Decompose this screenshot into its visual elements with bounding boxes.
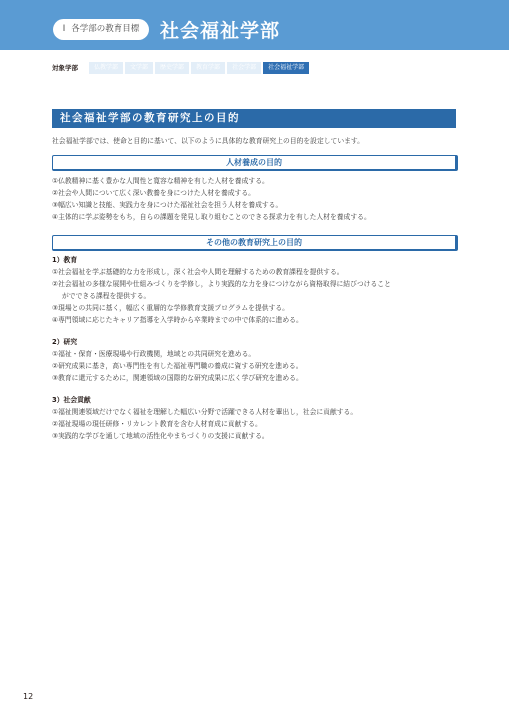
education-item-continued: がでできる課程を提供する。: [62, 292, 151, 300]
target-item-sociology: 社会学部: [227, 62, 261, 74]
education-item: ②社会福祉の多様な展開や仕組みづくりを学修し，より実践的な力を身につけながら資格取得に結びつけること: [52, 280, 391, 288]
education-item: ③現場との共同に基く，幅広く重層的な学修教育支援プログラムを提供する。: [52, 304, 289, 312]
contribution-item: ②福祉現場の現任研修・リカレント教育を含む人材育成に貢献する。: [52, 420, 262, 428]
target-item-buddhism: 仏教学部: [89, 62, 123, 74]
target-item-history: 歴史学部: [155, 62, 189, 74]
section-title-bar: [52, 109, 456, 128]
target-item-social-welfare: 社会福祉学部: [263, 62, 309, 74]
education-heading: 1）教育: [52, 256, 78, 264]
target-faculty-list: [89, 62, 309, 74]
section-title: 社会福祉学部の教育研究上の目的: [60, 112, 240, 124]
jinzai-item: ③幅広い知識と技能、実践力を身につけた福祉社会を担う人材を養成する。: [52, 201, 283, 209]
other-title-bar: [52, 235, 458, 251]
contribution-item: ①福祉関連領域だけでなく福祉を理解した幅広い分野で活躍できる人材を輩出し，社会に貢献する。: [52, 408, 358, 416]
chapter-number: Ⅰ: [62, 24, 66, 34]
education-item: ④専門領域に応じたキャリア指導を入学時から卒業時までの中で体系的に進める。: [52, 316, 303, 324]
jinzai-title: 人材養成の目的: [226, 158, 282, 167]
research-item: ②研究成果に基き，高い専門性を有した福祉専門職の養成に資する研究を進める。: [52, 362, 303, 370]
jinzai-item: ①仏教精神に基く豊かな人間性と寛容な精神を有した人材を養成する。: [52, 177, 269, 185]
page-title: 社会福祉学部: [160, 20, 281, 42]
contribution-item: ③実践的な学びを通して地域の活性化やまちづくりの支援に貢献する。: [52, 432, 269, 440]
research-item: ③教育に還元するために，関連領域の国際的な研究成果に広く学び研究を進める。: [52, 374, 303, 382]
jinzai-title-bar: [52, 155, 458, 171]
jinzai-item: ②社会や人間について広く深い教養を身につけた人材を養成する。: [52, 189, 255, 197]
target-label: 対象学部: [52, 64, 78, 72]
target-item-education: 教育学部: [191, 62, 225, 74]
page-number: 12: [23, 692, 34, 701]
section-intro: 社会福祉学部では、使命と目的に基いて、以下のように具体的な教育研究上の目的を設定しています。: [52, 137, 364, 145]
research-item: ①福祉・保育・医療現場や行政機関，地域との共同研究を進める。: [52, 350, 256, 358]
target-item-literature: 文学部: [125, 62, 153, 74]
research-heading: 2）研究: [52, 338, 78, 346]
page-header: [0, 0, 509, 50]
chapter-tag: [53, 19, 149, 40]
other-title: その他の教育研究上の目的: [206, 238, 302, 247]
contribution-heading: 3）社会貢献: [52, 396, 91, 404]
jinzai-item: ④主体的に学ぶ姿勢をもち，自らの課題を発見し取り組むことのできる探求力を有した人材を養成する。: [52, 213, 371, 221]
education-item: ①社会福祉を学ぶ基礎的な力を形成し，深く社会や人間を理解するための教育課程を提供する。: [52, 268, 344, 276]
chapter-label: 各学部の教育目標: [71, 24, 140, 34]
